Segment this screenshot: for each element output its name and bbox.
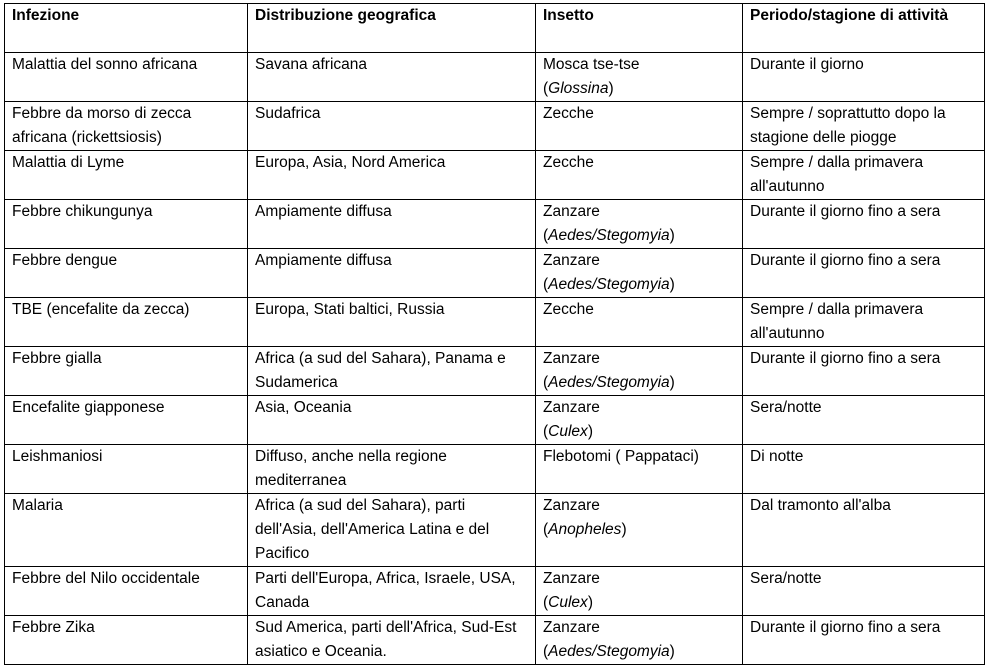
insect-name: Zanzare xyxy=(543,570,600,587)
table-row xyxy=(5,200,985,249)
cell-distribuzione: Ampiamente diffusa xyxy=(248,200,536,249)
cell-distribuzione: Asia, Oceania xyxy=(248,396,536,445)
cell-periodo: Sempre / dalla primavera all'autunno xyxy=(743,298,985,347)
cell-insetto: Zanzare (Culex) xyxy=(536,396,743,445)
cell-infezione: Leishmaniosi xyxy=(5,445,248,494)
table-row xyxy=(5,445,985,494)
table-row xyxy=(5,249,985,298)
cell-infezione: Malattia di Lyme xyxy=(5,151,248,200)
cell-distribuzione: Europa, Stati baltici, Russia xyxy=(248,298,536,347)
cell-periodo: Sempre / dalla primavera all'autunno xyxy=(743,151,985,200)
header-periodo: Periodo/stagione di attività xyxy=(743,4,985,53)
cell-periodo: Sera/notte xyxy=(743,567,985,616)
cell-insetto: Zanzare (Aedes/Stegomyia) xyxy=(536,200,743,249)
cell-infezione: Febbre dengue xyxy=(5,249,248,298)
cell-periodo: Durante il giorno fino a sera xyxy=(743,200,985,249)
insect-name: Zanzare xyxy=(543,350,600,367)
cell-distribuzione: Savana africana xyxy=(248,53,536,102)
table-row xyxy=(5,567,985,616)
cell-distribuzione: Africa (a sud del Sahara), parti dell'Asia, dell'America Latina e del Pacifico xyxy=(248,494,536,567)
insect-name: Zanzare xyxy=(543,399,600,416)
table-row xyxy=(5,151,985,200)
insect-genus: Aedes/Stegomyia xyxy=(548,227,670,244)
cell-insetto: Zanzare (Aedes/Stegomyia) xyxy=(536,347,743,396)
cell-insetto xyxy=(536,445,743,494)
cell-insetto xyxy=(536,151,743,200)
cell-insetto: Zanzare (Aedes/Stegomyia) xyxy=(536,249,743,298)
cell-distribuzione: Sudafrica xyxy=(248,102,536,151)
cell-periodo: Durante il giorno fino a sera xyxy=(743,347,985,396)
table-row xyxy=(5,494,985,567)
cell-infezione: Febbre da morso di zecca africana (rickettsiosis) xyxy=(5,102,248,151)
insect-genus: Culex xyxy=(548,423,588,440)
insect-genus: Aedes/Stegomyia xyxy=(548,374,670,391)
header-infezione: Infezione xyxy=(5,4,248,53)
cell-distribuzione: Diffuso, anche nella regione mediterranea xyxy=(248,445,536,494)
insect-name: Zecche xyxy=(543,154,594,171)
table-body xyxy=(5,53,985,665)
header-row xyxy=(5,4,985,53)
insect-name: Zecche xyxy=(543,105,594,122)
table-row xyxy=(5,102,985,151)
cell-infezione: Encefalite giapponese xyxy=(5,396,248,445)
insect-genus: Culex xyxy=(548,594,588,611)
cell-periodo: Sera/notte xyxy=(743,396,985,445)
cell-insetto: Zanzare (Aedes/Stegomyia) xyxy=(536,616,743,665)
insect-name: Mosca tse-tse xyxy=(543,56,640,73)
cell-infezione: TBE (encefalite da zecca) xyxy=(5,298,248,347)
insect-genus: Glossina xyxy=(548,80,609,97)
insect-name: Zecche xyxy=(543,301,594,318)
cell-insetto: Zanzare (Culex) xyxy=(536,567,743,616)
cell-infezione: Febbre del Nilo occidentale xyxy=(5,567,248,616)
cell-distribuzione: Europa, Asia, Nord America xyxy=(248,151,536,200)
cell-periodo: Di notte xyxy=(743,445,985,494)
insect-genus: Aedes/Stegomyia xyxy=(548,643,670,660)
cell-periodo: Durante il giorno xyxy=(743,53,985,102)
table-row xyxy=(5,616,985,665)
cell-infezione: Malaria xyxy=(5,494,248,567)
cell-periodo: Dal tramonto all'alba xyxy=(743,494,985,567)
insect-name: Zanzare xyxy=(543,252,600,269)
table-row xyxy=(5,396,985,445)
cell-periodo: Sempre / soprattutto dopo la stagione delle piogge xyxy=(743,102,985,151)
cell-insetto xyxy=(536,298,743,347)
table-row xyxy=(5,298,985,347)
insect-genus: Aedes/Stegomyia xyxy=(548,276,670,293)
insect-name: Zanzare xyxy=(543,497,600,514)
infection-table xyxy=(4,3,985,665)
insect-name: Zanzare xyxy=(543,203,600,220)
header-distribuzione: Distribuzione geografica xyxy=(248,4,536,53)
cell-distribuzione: Sud America, parti dell'Africa, Sud-Est asiatico e Oceania. xyxy=(248,616,536,665)
cell-distribuzione: Africa (a sud del Sahara), Panama e Sudamerica xyxy=(248,347,536,396)
cell-distribuzione: Ampiamente diffusa xyxy=(248,249,536,298)
insect-name: Flebotomi ( Pappataci) xyxy=(543,448,699,465)
header-insetto: Insetto xyxy=(536,4,743,53)
cell-infezione: Malattia del sonno africana xyxy=(5,53,248,102)
table-row xyxy=(5,347,985,396)
insect-name: Zanzare xyxy=(543,619,600,636)
cell-periodo: Durante il giorno fino a sera xyxy=(743,249,985,298)
cell-infezione: Febbre Zika xyxy=(5,616,248,665)
cell-distribuzione: Parti dell'Europa, Africa, Israele, USA, Canada xyxy=(248,567,536,616)
cell-insetto xyxy=(536,102,743,151)
cell-infezione: Febbre gialla xyxy=(5,347,248,396)
cell-periodo: Durante il giorno fino a sera xyxy=(743,616,985,665)
cell-insetto: Zanzare (Anopheles) xyxy=(536,494,743,567)
table-row xyxy=(5,53,985,102)
cell-insetto: Mosca tse-tse (Glossina) xyxy=(536,53,743,102)
cell-infezione: Febbre chikungunya xyxy=(5,200,248,249)
insect-genus: Anopheles xyxy=(548,521,622,538)
